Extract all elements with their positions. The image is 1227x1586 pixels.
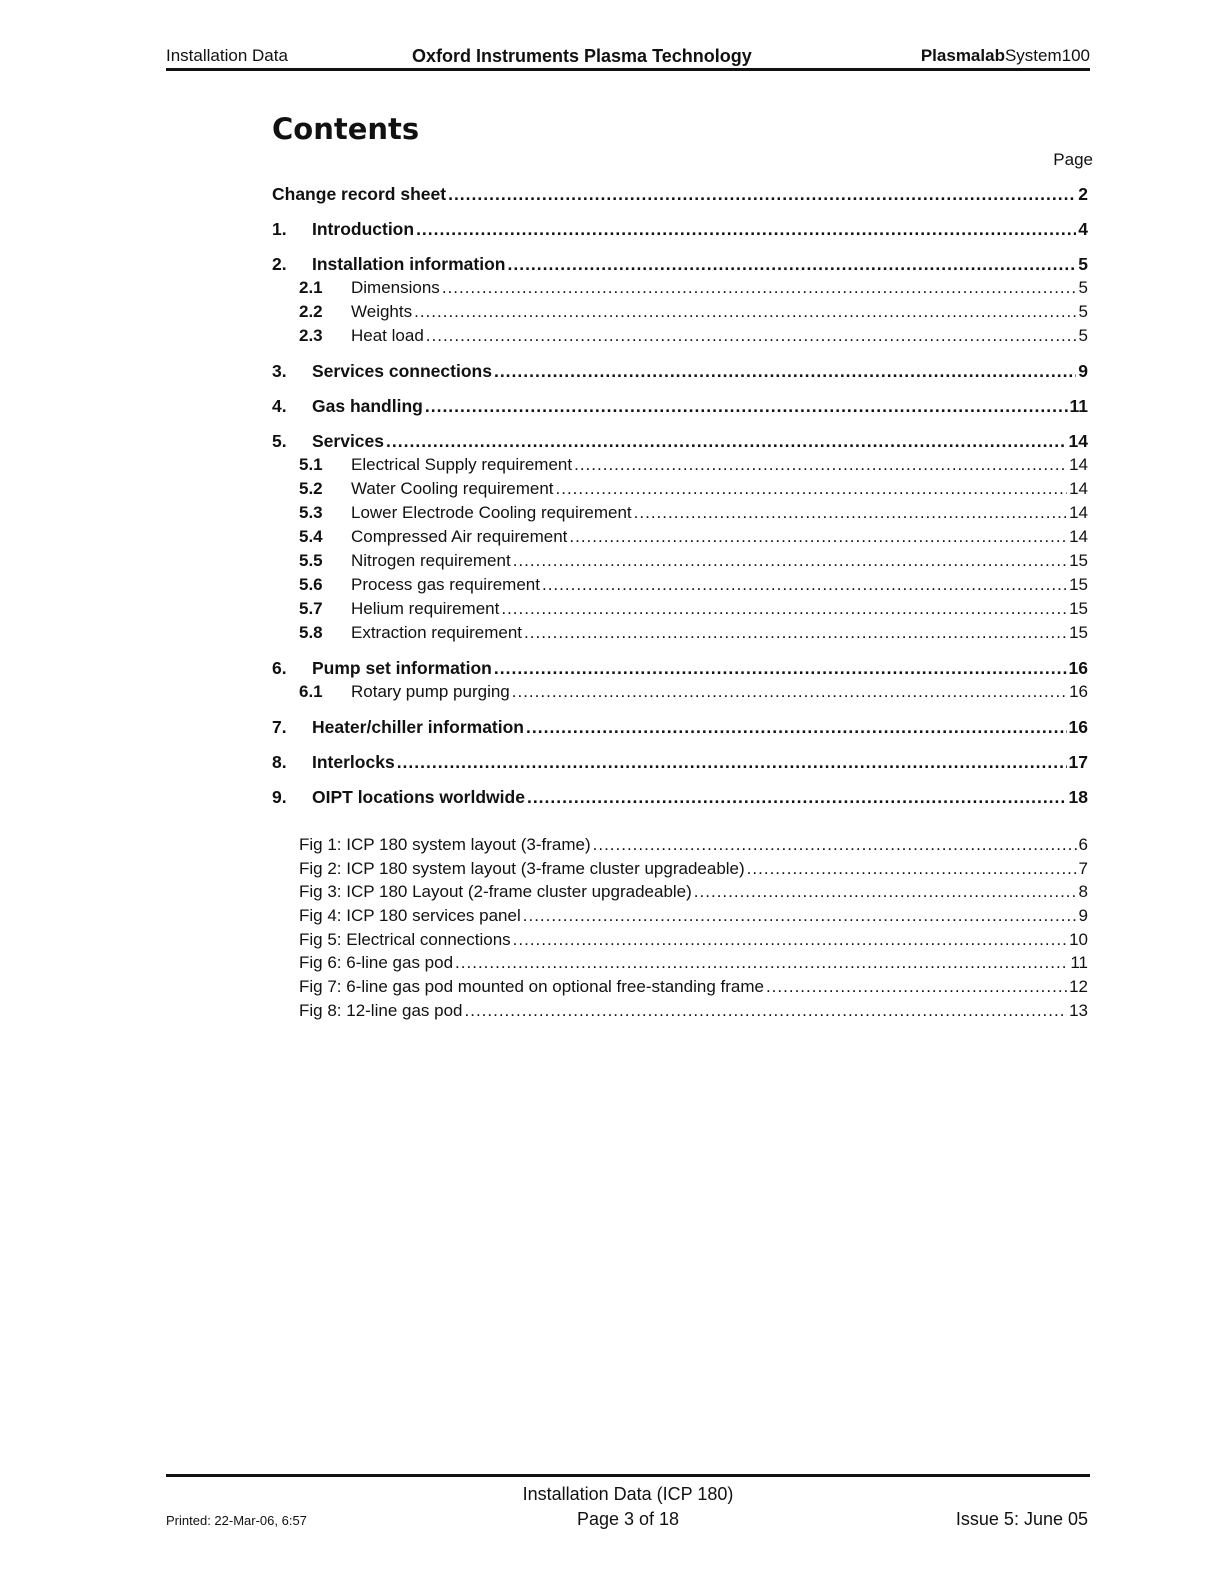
toc-subentry-number: 5.5 bbox=[299, 551, 323, 570]
figure-entry-label: Fig 1: ICP 180 system layout (3-frame) bbox=[299, 835, 591, 854]
toc-entry-label: Heater/chiller information bbox=[312, 717, 524, 737]
toc-entry-label: Gas handling bbox=[312, 396, 423, 416]
toc-subentry-number: 5.8 bbox=[299, 623, 323, 642]
toc-subentry-title bbox=[299, 479, 554, 499]
header-right bbox=[921, 46, 1090, 66]
dot-leader bbox=[574, 455, 1067, 475]
toc-subentry-title bbox=[299, 302, 412, 322]
header-center: Oxford Instruments Plasma Technology bbox=[412, 46, 752, 66]
dot-leader bbox=[448, 184, 1076, 205]
header-right-regular: System100 bbox=[1004, 46, 1090, 65]
toc-entry-title bbox=[272, 361, 492, 382]
toc-entry-number: 1. bbox=[272, 219, 287, 239]
toc-subentry-number: 5.4 bbox=[299, 527, 323, 546]
toc-entry-number: 5. bbox=[272, 431, 287, 451]
dot-leader bbox=[416, 219, 1076, 240]
toc-subentry-label: Nitrogen requirement bbox=[351, 551, 511, 570]
toc-entry[interactable] bbox=[272, 752, 1088, 776]
list-of-figures bbox=[299, 835, 1088, 1025]
toc-subentry-label: Electrical Supply requirement bbox=[351, 455, 573, 474]
toc-subentry-number: 2.1 bbox=[299, 278, 323, 297]
dot-leader bbox=[542, 575, 1067, 595]
footer-issue: Issue 5: June 05 bbox=[955, 1509, 1088, 1529]
toc-subentry[interactable] bbox=[272, 455, 1088, 479]
toc-entry-title bbox=[272, 184, 446, 205]
dot-leader bbox=[527, 787, 1067, 808]
dot-leader bbox=[507, 254, 1076, 275]
toc-entry-label: Pump set information bbox=[312, 658, 492, 678]
dot-leader bbox=[513, 930, 1067, 950]
dot-leader bbox=[455, 953, 1068, 973]
toc-subentry-title bbox=[299, 503, 632, 523]
toc-entry-title bbox=[272, 787, 525, 808]
toc-entry-page: 17 bbox=[1068, 752, 1088, 772]
toc-subentry[interactable] bbox=[272, 527, 1088, 551]
toc-entry-title bbox=[272, 717, 524, 738]
figure-entry[interactable] bbox=[299, 882, 1088, 906]
toc-subentry-number: 2.2 bbox=[299, 302, 323, 321]
toc-entry-page: 14 bbox=[1068, 431, 1088, 451]
toc-entry-number: 8. bbox=[272, 752, 287, 772]
toc-entry-title bbox=[272, 254, 505, 275]
toc-entry-title bbox=[272, 752, 395, 773]
toc-subentry-title bbox=[299, 575, 540, 595]
toc-entry-label: Interlocks bbox=[312, 752, 395, 772]
toc-entry[interactable] bbox=[272, 717, 1088, 741]
toc-subentry-page: 15 bbox=[1069, 599, 1088, 618]
header-right-bold: Plasmalab bbox=[920, 46, 1005, 65]
toc-entry-page: 16 bbox=[1068, 658, 1088, 678]
dot-leader bbox=[569, 527, 1067, 547]
page-header bbox=[166, 44, 1090, 71]
toc-entry-number: 7. bbox=[272, 717, 287, 737]
figure-entry-page: 11 bbox=[1070, 953, 1088, 973]
toc-entry-label: Installation information bbox=[312, 254, 506, 274]
toc-subentry[interactable] bbox=[272, 575, 1088, 599]
footer-doc-title: Installation Data (ICP 180) bbox=[522, 1484, 734, 1504]
dot-leader bbox=[524, 623, 1067, 643]
toc-subentry-label: Process gas requirement bbox=[351, 575, 540, 594]
toc-subentry-number: 5.7 bbox=[299, 599, 323, 618]
dot-leader bbox=[386, 431, 1067, 452]
figure-entry[interactable] bbox=[299, 930, 1088, 954]
figure-entry-page: 13 bbox=[1069, 1000, 1088, 1020]
toc-entry[interactable] bbox=[272, 396, 1088, 420]
header-left: Installation Data bbox=[166, 46, 288, 65]
toc-subentry-page: 14 bbox=[1069, 479, 1088, 498]
toc-entry-label: Services bbox=[312, 431, 385, 451]
toc-entry[interactable] bbox=[272, 184, 1088, 208]
dot-leader bbox=[414, 302, 1076, 322]
dot-leader bbox=[766, 977, 1067, 997]
toc-entry-page: 16 bbox=[1068, 717, 1088, 737]
toc-subentry[interactable] bbox=[272, 302, 1088, 326]
dot-leader bbox=[634, 503, 1067, 523]
toc-subentry-number: 5.6 bbox=[299, 575, 323, 594]
toc-subentry-title bbox=[299, 551, 511, 571]
toc-subentry-title bbox=[299, 278, 440, 298]
figure-entry-page: 12 bbox=[1069, 977, 1088, 997]
dot-leader bbox=[426, 326, 1077, 346]
figure-entry[interactable] bbox=[299, 1001, 1088, 1025]
figure-entry-label: Fig 3: ICP 180 Layout (2-frame cluster upgradeable) bbox=[299, 882, 692, 902]
toc-subentry[interactable] bbox=[272, 479, 1088, 503]
toc-entry-title bbox=[272, 396, 423, 417]
toc-entry[interactable] bbox=[272, 431, 1088, 455]
dot-leader bbox=[442, 278, 1077, 298]
toc-subentry-label: Heat load bbox=[351, 326, 424, 345]
dot-leader bbox=[494, 658, 1067, 679]
figure-entry[interactable] bbox=[299, 859, 1088, 883]
toc-subentry-number: 5.2 bbox=[299, 479, 323, 498]
figure-entry-page: 7 bbox=[1078, 858, 1088, 878]
toc-entry[interactable] bbox=[272, 787, 1088, 811]
toc-subentry-label: Extraction requirement bbox=[351, 623, 523, 642]
toc-subentry-page: 15 bbox=[1069, 623, 1088, 642]
toc-entry-page: 9 bbox=[1078, 361, 1088, 381]
toc-entry-title bbox=[272, 219, 414, 240]
footer-printed-date: Printed: 22-Mar-06, 6:57 bbox=[166, 1513, 307, 1528]
toc-entry-page: 2 bbox=[1078, 184, 1088, 204]
toc-subentry-title bbox=[299, 455, 572, 475]
footer-page-number: Page 3 of 18 bbox=[576, 1509, 680, 1529]
toc-entry-label: Change record sheet bbox=[272, 184, 447, 204]
dot-leader bbox=[747, 859, 1077, 879]
dot-leader bbox=[494, 361, 1076, 382]
page-title: Contents bbox=[272, 112, 420, 146]
toc-entry-label: OIPT locations worldwide bbox=[312, 787, 525, 807]
page-footer bbox=[166, 1474, 1090, 1537]
dot-leader bbox=[593, 835, 1077, 855]
toc-subentry-page: 16 bbox=[1069, 682, 1088, 701]
toc-entry-page: 11 bbox=[1069, 396, 1088, 416]
figure-entry-label: Fig 2: ICP 180 system layout (3-frame cluster upgradeable) bbox=[299, 858, 745, 878]
toc-subentry-page: 5 bbox=[1078, 326, 1088, 345]
toc-subentry-label: Compressed Air requirement bbox=[351, 527, 568, 546]
toc-subentry-title bbox=[299, 527, 567, 547]
toc-subentry-label: Helium requirement bbox=[351, 599, 500, 618]
toc-subentry-page: 14 bbox=[1069, 503, 1088, 522]
dot-leader bbox=[465, 1001, 1068, 1021]
figure-entry-page: 8 bbox=[1078, 882, 1088, 902]
dot-leader bbox=[526, 717, 1067, 738]
figure-entry[interactable] bbox=[299, 953, 1088, 977]
toc-subentry[interactable] bbox=[272, 623, 1088, 647]
toc-subentry-label: Lower Electrode Cooling requirement bbox=[351, 503, 632, 522]
toc-entry-label: Introduction bbox=[312, 219, 415, 239]
toc-entry-number: 2. bbox=[272, 254, 287, 274]
figure-entry-label: Fig 7: 6-line gas pod mounted on optional free-standing frame bbox=[299, 977, 764, 997]
toc-entry-number: 3. bbox=[272, 361, 287, 381]
toc-entry[interactable] bbox=[272, 658, 1088, 682]
toc-subentry-label: Dimensions bbox=[351, 278, 440, 297]
figure-entry[interactable] bbox=[299, 835, 1088, 859]
toc-entry-number: 4. bbox=[272, 396, 287, 416]
toc-subentry-page: 5 bbox=[1078, 302, 1088, 321]
figure-entry-label: Fig 8: 12-line gas pod bbox=[299, 1000, 463, 1020]
toc-subentry-page: 14 bbox=[1069, 455, 1088, 474]
toc-subentry-number: 5.3 bbox=[299, 503, 323, 522]
toc-subentry-label: Rotary pump purging bbox=[351, 682, 510, 701]
figure-entry-page: 9 bbox=[1078, 906, 1088, 926]
toc-subentry-page: 15 bbox=[1069, 575, 1088, 594]
toc-subentry-title bbox=[299, 623, 522, 643]
figure-entry-label: Fig 5: Electrical connections bbox=[299, 929, 511, 949]
dot-leader bbox=[694, 882, 1077, 902]
dot-leader bbox=[513, 551, 1067, 571]
toc-entry-title bbox=[272, 658, 492, 679]
toc-entry[interactable] bbox=[272, 361, 1088, 385]
dot-leader bbox=[523, 906, 1077, 926]
toc-entry-label: Services connections bbox=[312, 361, 492, 381]
toc-subentry[interactable] bbox=[272, 599, 1088, 623]
toc-entry[interactable] bbox=[272, 219, 1088, 243]
toc-subentry[interactable] bbox=[272, 682, 1088, 706]
toc-subentry-label: Water Cooling requirement bbox=[351, 479, 554, 498]
page-column-label: Page bbox=[1053, 150, 1093, 169]
dot-leader bbox=[397, 752, 1067, 773]
toc-subentry-number: 6.1 bbox=[299, 682, 323, 701]
dot-leader bbox=[556, 479, 1068, 499]
toc-subentry-title bbox=[299, 326, 424, 346]
toc-subentry[interactable] bbox=[272, 278, 1088, 302]
dot-leader bbox=[512, 682, 1067, 702]
toc-entry-page: 5 bbox=[1078, 254, 1088, 274]
toc-entry-title bbox=[272, 431, 384, 452]
toc-subentry-page: 15 bbox=[1069, 551, 1088, 570]
toc-entry-page: 18 bbox=[1068, 787, 1088, 807]
toc-subentry[interactable] bbox=[272, 551, 1088, 575]
toc-subentry[interactable] bbox=[272, 326, 1088, 350]
toc-entry-page: 4 bbox=[1078, 219, 1088, 239]
toc-subentry-number: 2.3 bbox=[299, 326, 323, 345]
toc-subentry-page: 5 bbox=[1078, 278, 1088, 297]
dot-leader bbox=[425, 396, 1068, 417]
toc-entry-number: 6. bbox=[272, 658, 287, 678]
dot-leader bbox=[501, 599, 1067, 619]
table-of-contents bbox=[272, 184, 1088, 811]
figure-entry-label: Fig 4: ICP 180 services panel bbox=[299, 906, 521, 926]
toc-subentry-label: Weights bbox=[351, 302, 413, 321]
figure-entry[interactable] bbox=[299, 906, 1088, 930]
toc-subentry-title bbox=[299, 599, 499, 619]
figure-entry[interactable] bbox=[299, 977, 1088, 1001]
figure-entry-page: 6 bbox=[1078, 835, 1088, 854]
toc-entry[interactable] bbox=[272, 254, 1088, 278]
toc-subentry-number: 5.1 bbox=[299, 455, 323, 474]
toc-subentry-page: 14 bbox=[1069, 527, 1088, 546]
toc-subentry-title bbox=[299, 682, 510, 702]
figure-entry-label: Fig 6: 6-line gas pod bbox=[299, 953, 454, 973]
toc-entry-number: 9. bbox=[272, 787, 287, 807]
figure-entry-page: 10 bbox=[1069, 929, 1088, 949]
toc-subentry[interactable] bbox=[272, 503, 1088, 527]
